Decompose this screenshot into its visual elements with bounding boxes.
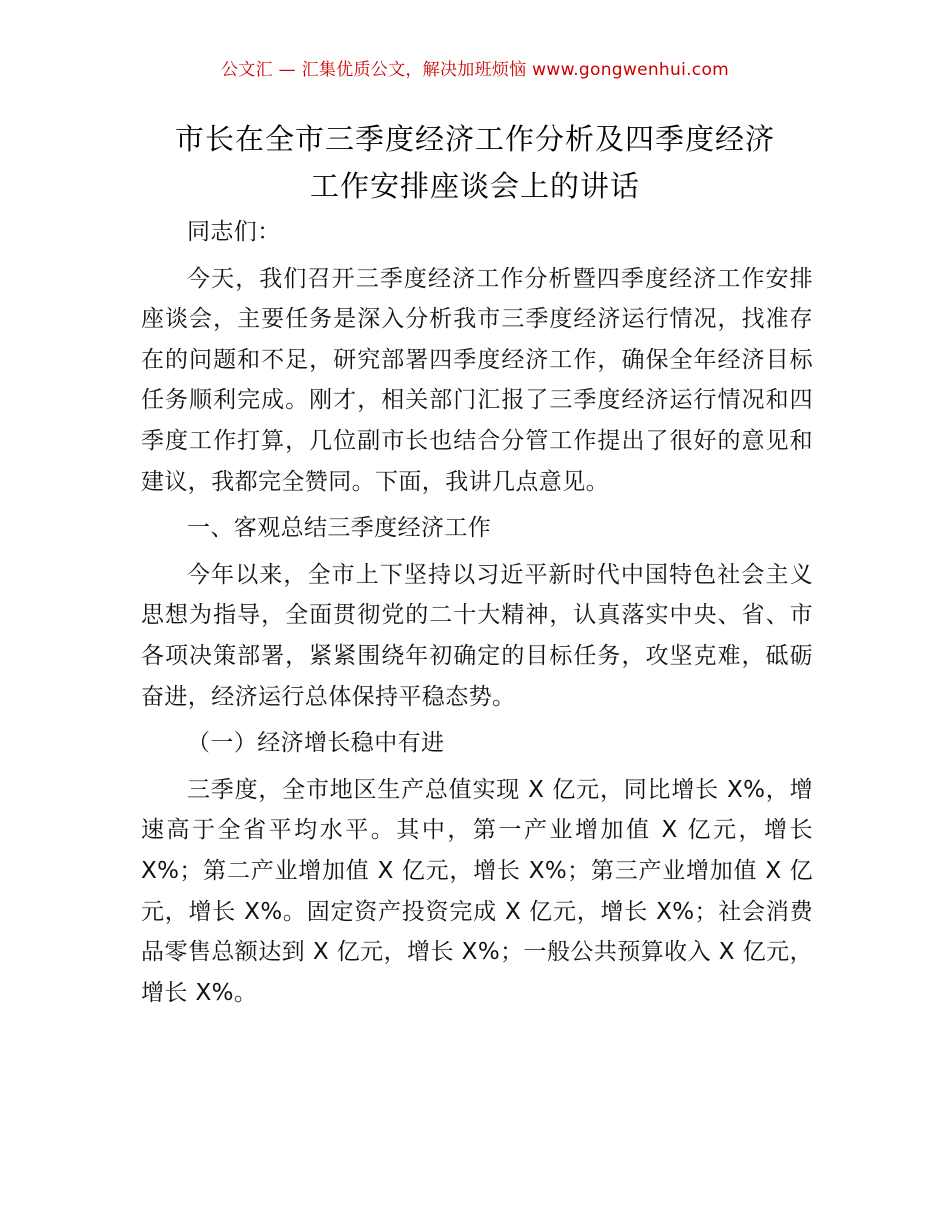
- subsection-heading-1: （一）经济增长稳中有进: [187, 730, 445, 757]
- document-body: [141, 212, 813, 1019]
- paragraph-growth-stats: 三季度，全市地区生产总值实现 X 亿元，同比增长 X%，增速高于全省平均水平。其中，第一产业增加值 X 亿元，增长 X%；第二产业增加值 X 亿元，增长 X%；第三产业增加值 X 亿元，增长 X%。固定资产投资完成 X 亿元，增长 X%；社会消费品零售总额达到 X 亿元，增长 X%；一般公共预算收入 X 亿元，增长 X%。: [141, 776, 813, 1006]
- document-title: [100, 116, 850, 210]
- header-watermark-link[interactable]: 公文汇 — 汇集优质公文，解决加班烦恼 www.gongwenhui.com: [220, 60, 730, 80]
- title-line-2: 工作安排座谈会上的讲话: [309, 169, 640, 203]
- title-line-1: 市长在全市三季度经济工作分析及四季度经济: [174, 122, 775, 156]
- paragraph-intro: 今天，我们召开三季度经济工作分析暨四季度经济工作安排座谈会，主要任务是深入分析我市三季度经济运行情况，找准存在的问题和不足，研究部署四季度经济工作，确保全年经济目标任务顺利完成。刚才，相关部门汇报了三季度经济运行情况和四季度工作打算，几位副市长也结合分管工作提出了很好的意见和建议，我都完全赞同。下面，我讲几点意见。: [141, 265, 813, 495]
- salutation: 同志们：: [187, 219, 281, 245]
- paragraph-overview: 今年以来，全市上下坚持以习近平新时代中国特色社会主义思想为指导，全面贯彻党的二十大精神，认真落实中央、省、市各项决策部署，紧紧围绕年初确定的目标任务，攻坚克难，砥砺奋进，经济运行总体保持平稳态势。: [141, 561, 813, 710]
- section-heading-1: 一、客观总结三季度经济工作: [187, 515, 492, 542]
